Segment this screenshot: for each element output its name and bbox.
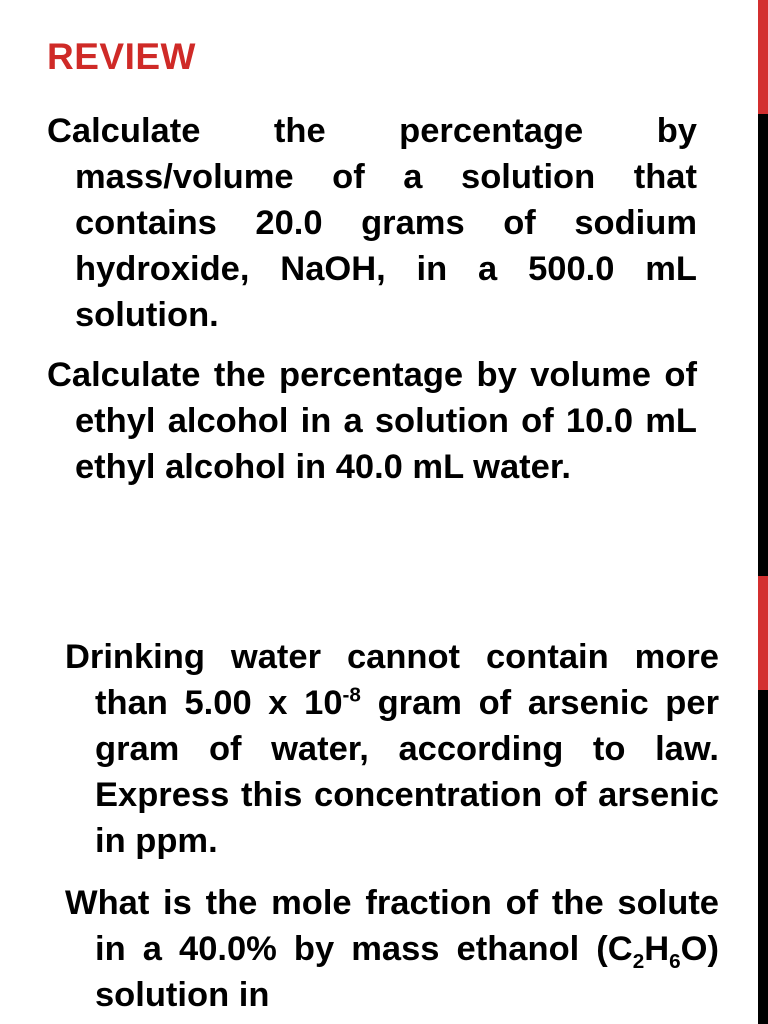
sidebar-accent-black-bottom <box>758 690 768 1024</box>
problem-3-exponent: -8 <box>342 683 361 707</box>
sidebar-accent-red-bottom <box>758 576 768 690</box>
sidebar-accent-red-top <box>758 0 768 114</box>
problem-4 <box>65 880 719 1018</box>
problem-4-subscript-1: 2 <box>632 949 645 973</box>
problem-4-text-after: O) solution in <box>95 930 719 1014</box>
problem-3-text-before: Drinking water cannot contain more than 5.00 x 10 <box>65 638 719 722</box>
problem-2: Calculate the percentage by volume of ethyl alcohol in a solution of 10.0 mL ethyl alcohol in 40.0 mL water. <box>47 356 697 486</box>
problem-4-text-mid: H <box>644 930 670 968</box>
problem-3 <box>65 634 719 864</box>
problem-4-subscript-2: 6 <box>669 949 681 973</box>
problem-1: Calculate the percentage by mass/volume of a solution that contains 20.0 grams of sodium hydroxide, NaOH, in a 500.0 mL solution. <box>47 112 697 334</box>
problem-3-text-after: gram of arsenic per gram of water, according to law. Express this concentration of arsenic in ppm. <box>95 684 719 860</box>
sidebar-accent-black-top <box>758 114 768 576</box>
slide-title: REVIEW <box>47 36 196 77</box>
problem-4-text-before: What is the mole fraction of the solute in a 40.0% by mass ethanol (C <box>65 884 719 968</box>
